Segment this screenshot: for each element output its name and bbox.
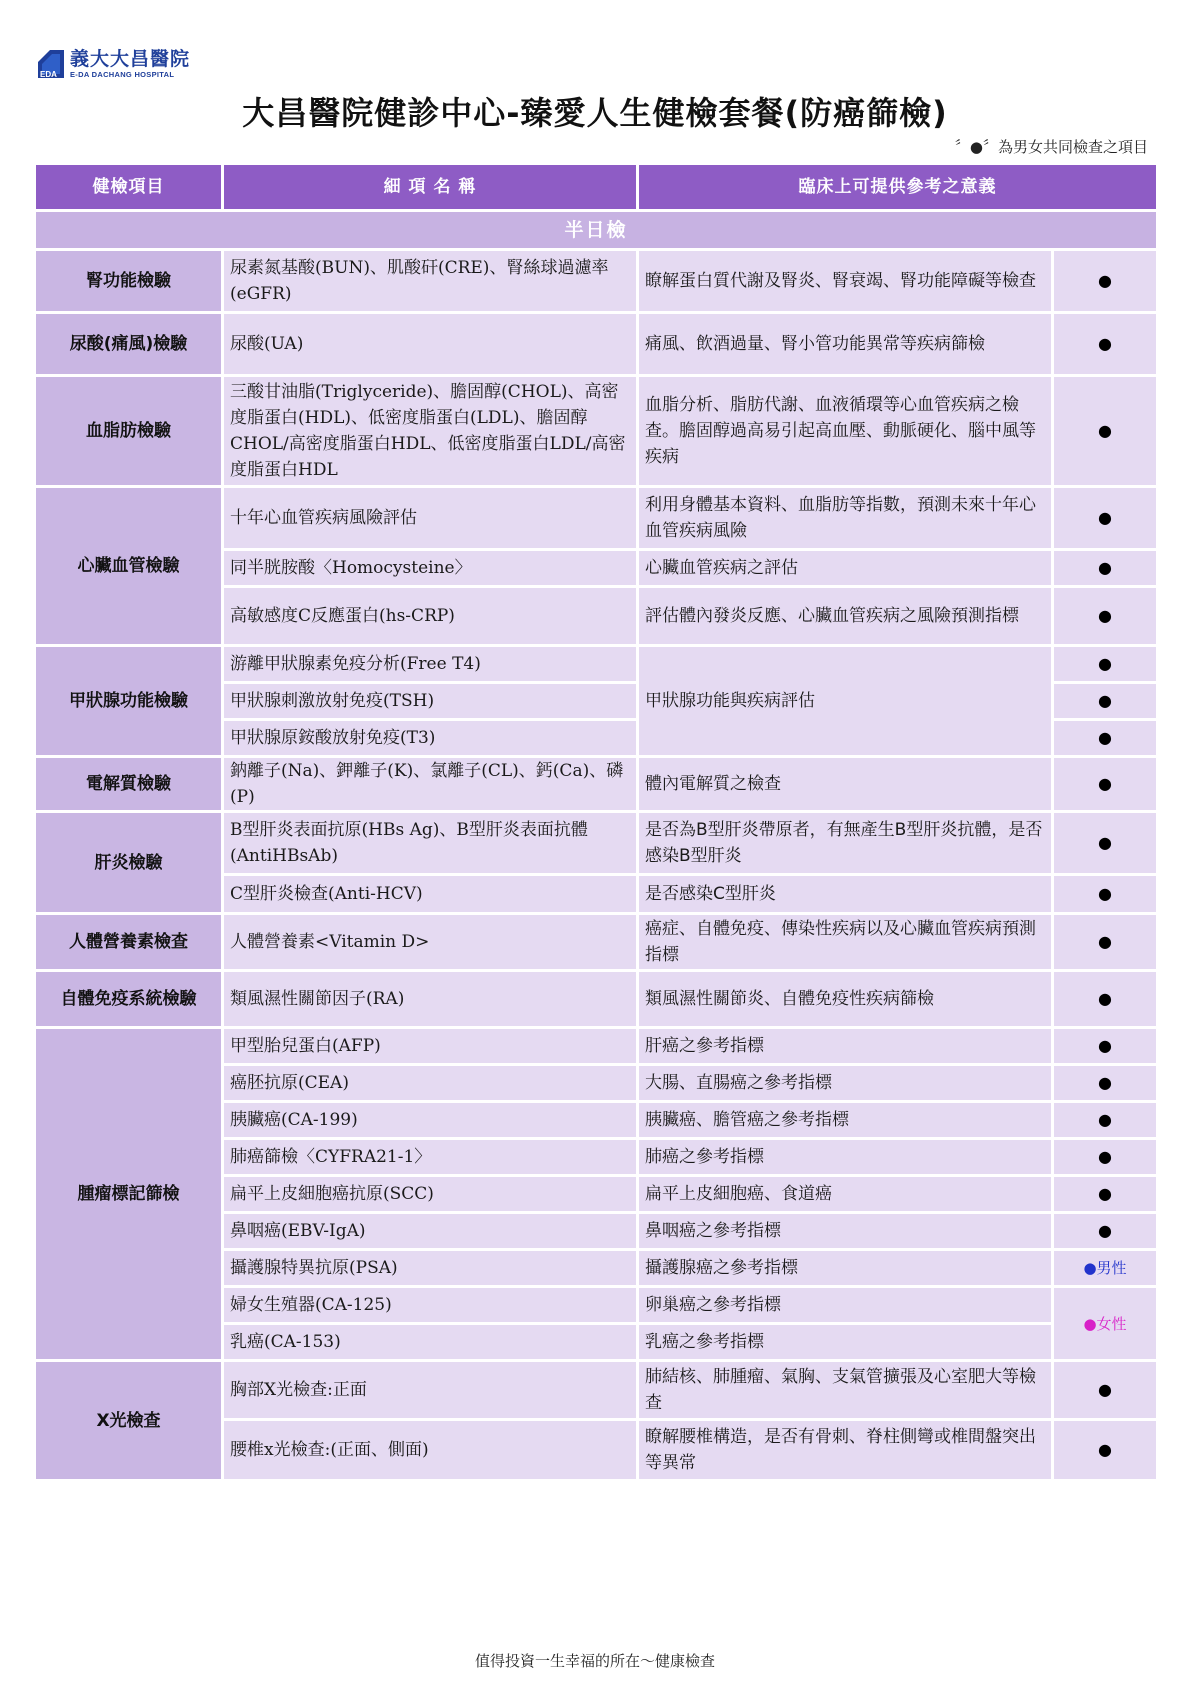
- meaning-cell: 胰臟癌、膽管癌之參考指標: [639, 1103, 1051, 1137]
- meaning-cell: 大腸、直腸癌之參考指標: [639, 1066, 1051, 1100]
- mark-cell: [1054, 972, 1156, 1026]
- mark-cell: [1054, 1214, 1156, 1248]
- meaning-cell: 肝癌之參考指標: [639, 1029, 1051, 1063]
- mark-cell: [1054, 1251, 1156, 1285]
- common-marker: ●: [1098, 1440, 1112, 1459]
- table-row: [36, 972, 1156, 1026]
- mark-cell: [1054, 876, 1156, 912]
- detail-cell: 鼻咽癌(EBV-IgA): [224, 1214, 636, 1248]
- mark-cell: [1054, 1066, 1156, 1100]
- mark-cell: [1054, 1029, 1156, 1063]
- meaning-cell: 心臟血管疾病之評估: [639, 551, 1051, 585]
- detail-cell: 尿素氮基酸(BUN)、肌酸矸(CRE)、腎絲球過濾率(eGFR): [224, 251, 636, 311]
- detail-cell: 高敏感度C反應蛋白(hs-CRP): [224, 588, 636, 644]
- common-marker: ●: [1098, 932, 1112, 951]
- meaning-cell: 是否為B型肝炎帶原者，有無產生B型肝炎抗體，是否感染B型肝炎: [639, 813, 1051, 873]
- logo-english-name: E-DA DACHANG HOSPITAL: [70, 69, 175, 79]
- table-row: [36, 647, 1156, 681]
- detail-cell: 游離甲狀腺素免疫分析(Free T4): [224, 647, 636, 681]
- meaning-cell: 癌症、自體免疫、傳染性疾病以及心臟血管疾病預測指標: [639, 915, 1051, 969]
- common-marker: ●: [1098, 334, 1112, 353]
- detail-cell: 乳癌(CA-153): [224, 1325, 636, 1359]
- common-marker: ●: [1098, 508, 1112, 527]
- common-marker: ●: [1098, 1184, 1112, 1203]
- common-marker: ●: [1098, 774, 1112, 793]
- detail-cell: 婦女生殖器(CA-125): [224, 1288, 636, 1322]
- meaning-cell: 鼻咽癌之參考指標: [639, 1214, 1051, 1248]
- page-title: 大昌醫院健診中心-臻愛人生健檢套餐(防癌篩檢): [242, 94, 948, 132]
- section-title: 半日檢: [36, 212, 1156, 248]
- mark-cell: [1054, 1362, 1156, 1418]
- detail-cell: 癌胚抗原(CEA): [224, 1066, 636, 1100]
- mark-cell: [1054, 551, 1156, 585]
- legend-note: 〞●〞為男女共同檢查之項目: [954, 138, 1148, 156]
- category-cell: 血脂肪檢驗: [36, 377, 221, 485]
- common-marker: ●: [1098, 833, 1112, 852]
- meaning-cell: 評估體內發炎反應、心臟血管疾病之風險預測指標: [639, 588, 1051, 644]
- section-row: [36, 212, 1156, 248]
- common-marker: ●: [1098, 884, 1112, 903]
- hospital-logo: [36, 46, 190, 82]
- header-category: 健檢項目: [36, 165, 221, 209]
- common-marker: ●: [1098, 989, 1112, 1008]
- meaning-cell: 肺結核、肺腫瘤、氣胸、支氣管擴張及心室肥大等檢查: [639, 1362, 1051, 1418]
- mark-cell: [1054, 915, 1156, 969]
- table-row: [36, 1029, 1156, 1063]
- detail-cell: 甲型胎兒蛋白(AFP): [224, 1029, 636, 1063]
- female-marker: ●女性: [1083, 1314, 1127, 1333]
- meaning-cell: 攝護腺癌之參考指標: [639, 1251, 1051, 1285]
- mark-cell: [1054, 588, 1156, 644]
- common-marker: ●: [1098, 691, 1112, 710]
- detail-cell: 尿酸(UA): [224, 314, 636, 374]
- header-detail: 細 項 名 稱: [224, 165, 636, 209]
- checkup-table-wrap: [36, 165, 1156, 1479]
- category-cell: 肝炎檢驗: [36, 813, 221, 912]
- footer-text: 值得投資一生幸福的所在～健康檢查: [474, 1652, 715, 1670]
- detail-cell: 肺癌篩檢〈CYFRA21-1〉: [224, 1140, 636, 1174]
- meaning-cell: 瞭解腰椎構造，是否有骨刺、脊柱側彎或椎間盤突出等異常: [639, 1421, 1051, 1479]
- meaning-cell: 血脂分析、脂肪代謝、血液循環等心血管疾病之檢查。膽固醇過高易引起高血壓、動脈硬化、腦中風等疾病: [639, 377, 1051, 485]
- category-cell: 腫瘤標記篩檢: [36, 1029, 221, 1359]
- meaning-cell: 肺癌之參考指標: [639, 1140, 1051, 1174]
- detail-cell: 三酸甘油脂(Triglyceride)、膽固醇(CHOL)、高密度脂蛋白(HDL)、低密度脂蛋白(LDL)、膽固醇CHOL/高密度脂蛋白HDL、低密度脂蛋白LDL/高密度脂蛋白HDL: [224, 377, 636, 485]
- detail-cell: 胸部X光檢查:正面: [224, 1362, 636, 1418]
- common-marker: ●: [1098, 1073, 1112, 1092]
- mark-cell: [1054, 1288, 1156, 1359]
- category-cell: 甲狀腺功能檢驗: [36, 647, 221, 755]
- table-row: [36, 377, 1156, 485]
- detail-cell: 甲狀腺原銨酸放射免疫(T3): [224, 721, 636, 755]
- logo-badge: EDA: [40, 70, 57, 79]
- detail-cell: 十年心血管疾病風險評估: [224, 488, 636, 548]
- mark-cell: [1054, 721, 1156, 755]
- category-cell: 尿酸(痛風)檢驗: [36, 314, 221, 374]
- meaning-cell: 體內電解質之檢查: [639, 758, 1051, 810]
- meaning-cell: 扁平上皮細胞癌、食道癌: [639, 1177, 1051, 1211]
- mark-cell: [1054, 314, 1156, 374]
- detail-cell: 類風濕性關節因子(RA): [224, 972, 636, 1026]
- detail-cell: 攝護腺特異抗原(PSA): [224, 1251, 636, 1285]
- header-meaning: 臨床上可提供參考之意義: [639, 165, 1156, 209]
- common-marker: ●: [1098, 558, 1112, 577]
- meaning-cell: 瞭解蛋白質代謝及腎炎、腎衰竭、腎功能障礙等檢查: [639, 251, 1051, 311]
- male-marker: ●男性: [1083, 1259, 1127, 1277]
- checkup-table: [33, 162, 1159, 1482]
- table-row: [36, 758, 1156, 810]
- table-row: [36, 1362, 1156, 1418]
- logo-mark-icon: [36, 48, 66, 80]
- common-marker: ●: [1098, 1036, 1112, 1055]
- mark-cell: [1054, 1140, 1156, 1174]
- meaning-cell: 利用身體基本資料、血脂肪等指數，預測未來十年心血管疾病風險: [639, 488, 1051, 548]
- detail-cell: 人體營養素<Vitamin D>: [224, 915, 636, 969]
- table-row: [36, 915, 1156, 969]
- common-marker: ●: [1098, 1110, 1112, 1129]
- mark-cell: [1054, 647, 1156, 681]
- meaning-cell: 痛風、飲酒過量、腎小管功能異常等疾病篩檢: [639, 314, 1051, 374]
- mark-cell: [1054, 1177, 1156, 1211]
- table-row: [36, 251, 1156, 311]
- category-cell: 腎功能檢驗: [36, 251, 221, 311]
- mark-cell: [1054, 1103, 1156, 1137]
- category-cell: 心臟血管檢驗: [36, 488, 221, 644]
- mark-cell: [1054, 684, 1156, 718]
- mark-cell: [1054, 377, 1156, 485]
- table-header-row: [36, 165, 1156, 209]
- common-marker: ●: [1098, 1221, 1112, 1240]
- meaning-cell: 乳癌之參考指標: [639, 1325, 1051, 1359]
- detail-cell: 鈉離子(Na)、鉀離子(K)、氯離子(CL)、鈣(Ca)、磷(P): [224, 758, 636, 810]
- common-marker: ●: [1098, 606, 1112, 625]
- meaning-cell: 類風濕性關節炎、自體免疫性疾病篩檢: [639, 972, 1051, 1026]
- common-marker: ●: [1098, 421, 1112, 440]
- mark-cell: [1054, 251, 1156, 311]
- mark-cell: [1054, 488, 1156, 548]
- category-cell: 人體營養素檢查: [36, 915, 221, 969]
- meaning-cell: 是否感染C型肝炎: [639, 876, 1051, 912]
- detail-cell: 腰椎x光檢查:(正面、側面): [224, 1421, 636, 1479]
- meaning-cell: 卵巢癌之參考指標: [639, 1288, 1051, 1322]
- table-row: [36, 813, 1156, 873]
- detail-cell: 同半胱胺酸〈Homocysteine〉: [224, 551, 636, 585]
- common-marker: ●: [1098, 728, 1112, 747]
- common-marker: ●: [1098, 1380, 1112, 1399]
- detail-cell: 胰臟癌(CA-199): [224, 1103, 636, 1137]
- category-cell: X光檢查: [36, 1362, 221, 1479]
- mark-cell: [1054, 813, 1156, 873]
- detail-cell: 甲狀腺刺激放射免疫(TSH): [224, 684, 636, 718]
- common-marker: ●: [1098, 1147, 1112, 1166]
- mark-cell: [1054, 758, 1156, 810]
- table-row: [36, 314, 1156, 374]
- mark-cell: [1054, 1421, 1156, 1479]
- category-cell: 電解質檢驗: [36, 758, 221, 810]
- meaning-cell: 甲狀腺功能與疾病評估: [639, 647, 1051, 755]
- detail-cell: B型肝炎表面抗原(HBs Ag)、B型肝炎表面抗體(AntiHBsAb): [224, 813, 636, 873]
- common-marker: ●: [1098, 654, 1112, 673]
- detail-cell: C型肝炎檢查(Anti-HCV): [224, 876, 636, 912]
- category-cell: 自體免疫系統檢驗: [36, 972, 221, 1026]
- table-row: [36, 488, 1156, 548]
- common-marker: ●: [1098, 271, 1112, 290]
- logo-chinese-name: 義大大昌醫院: [70, 47, 191, 70]
- detail-cell: 扁平上皮細胞癌抗原(SCC): [224, 1177, 636, 1211]
